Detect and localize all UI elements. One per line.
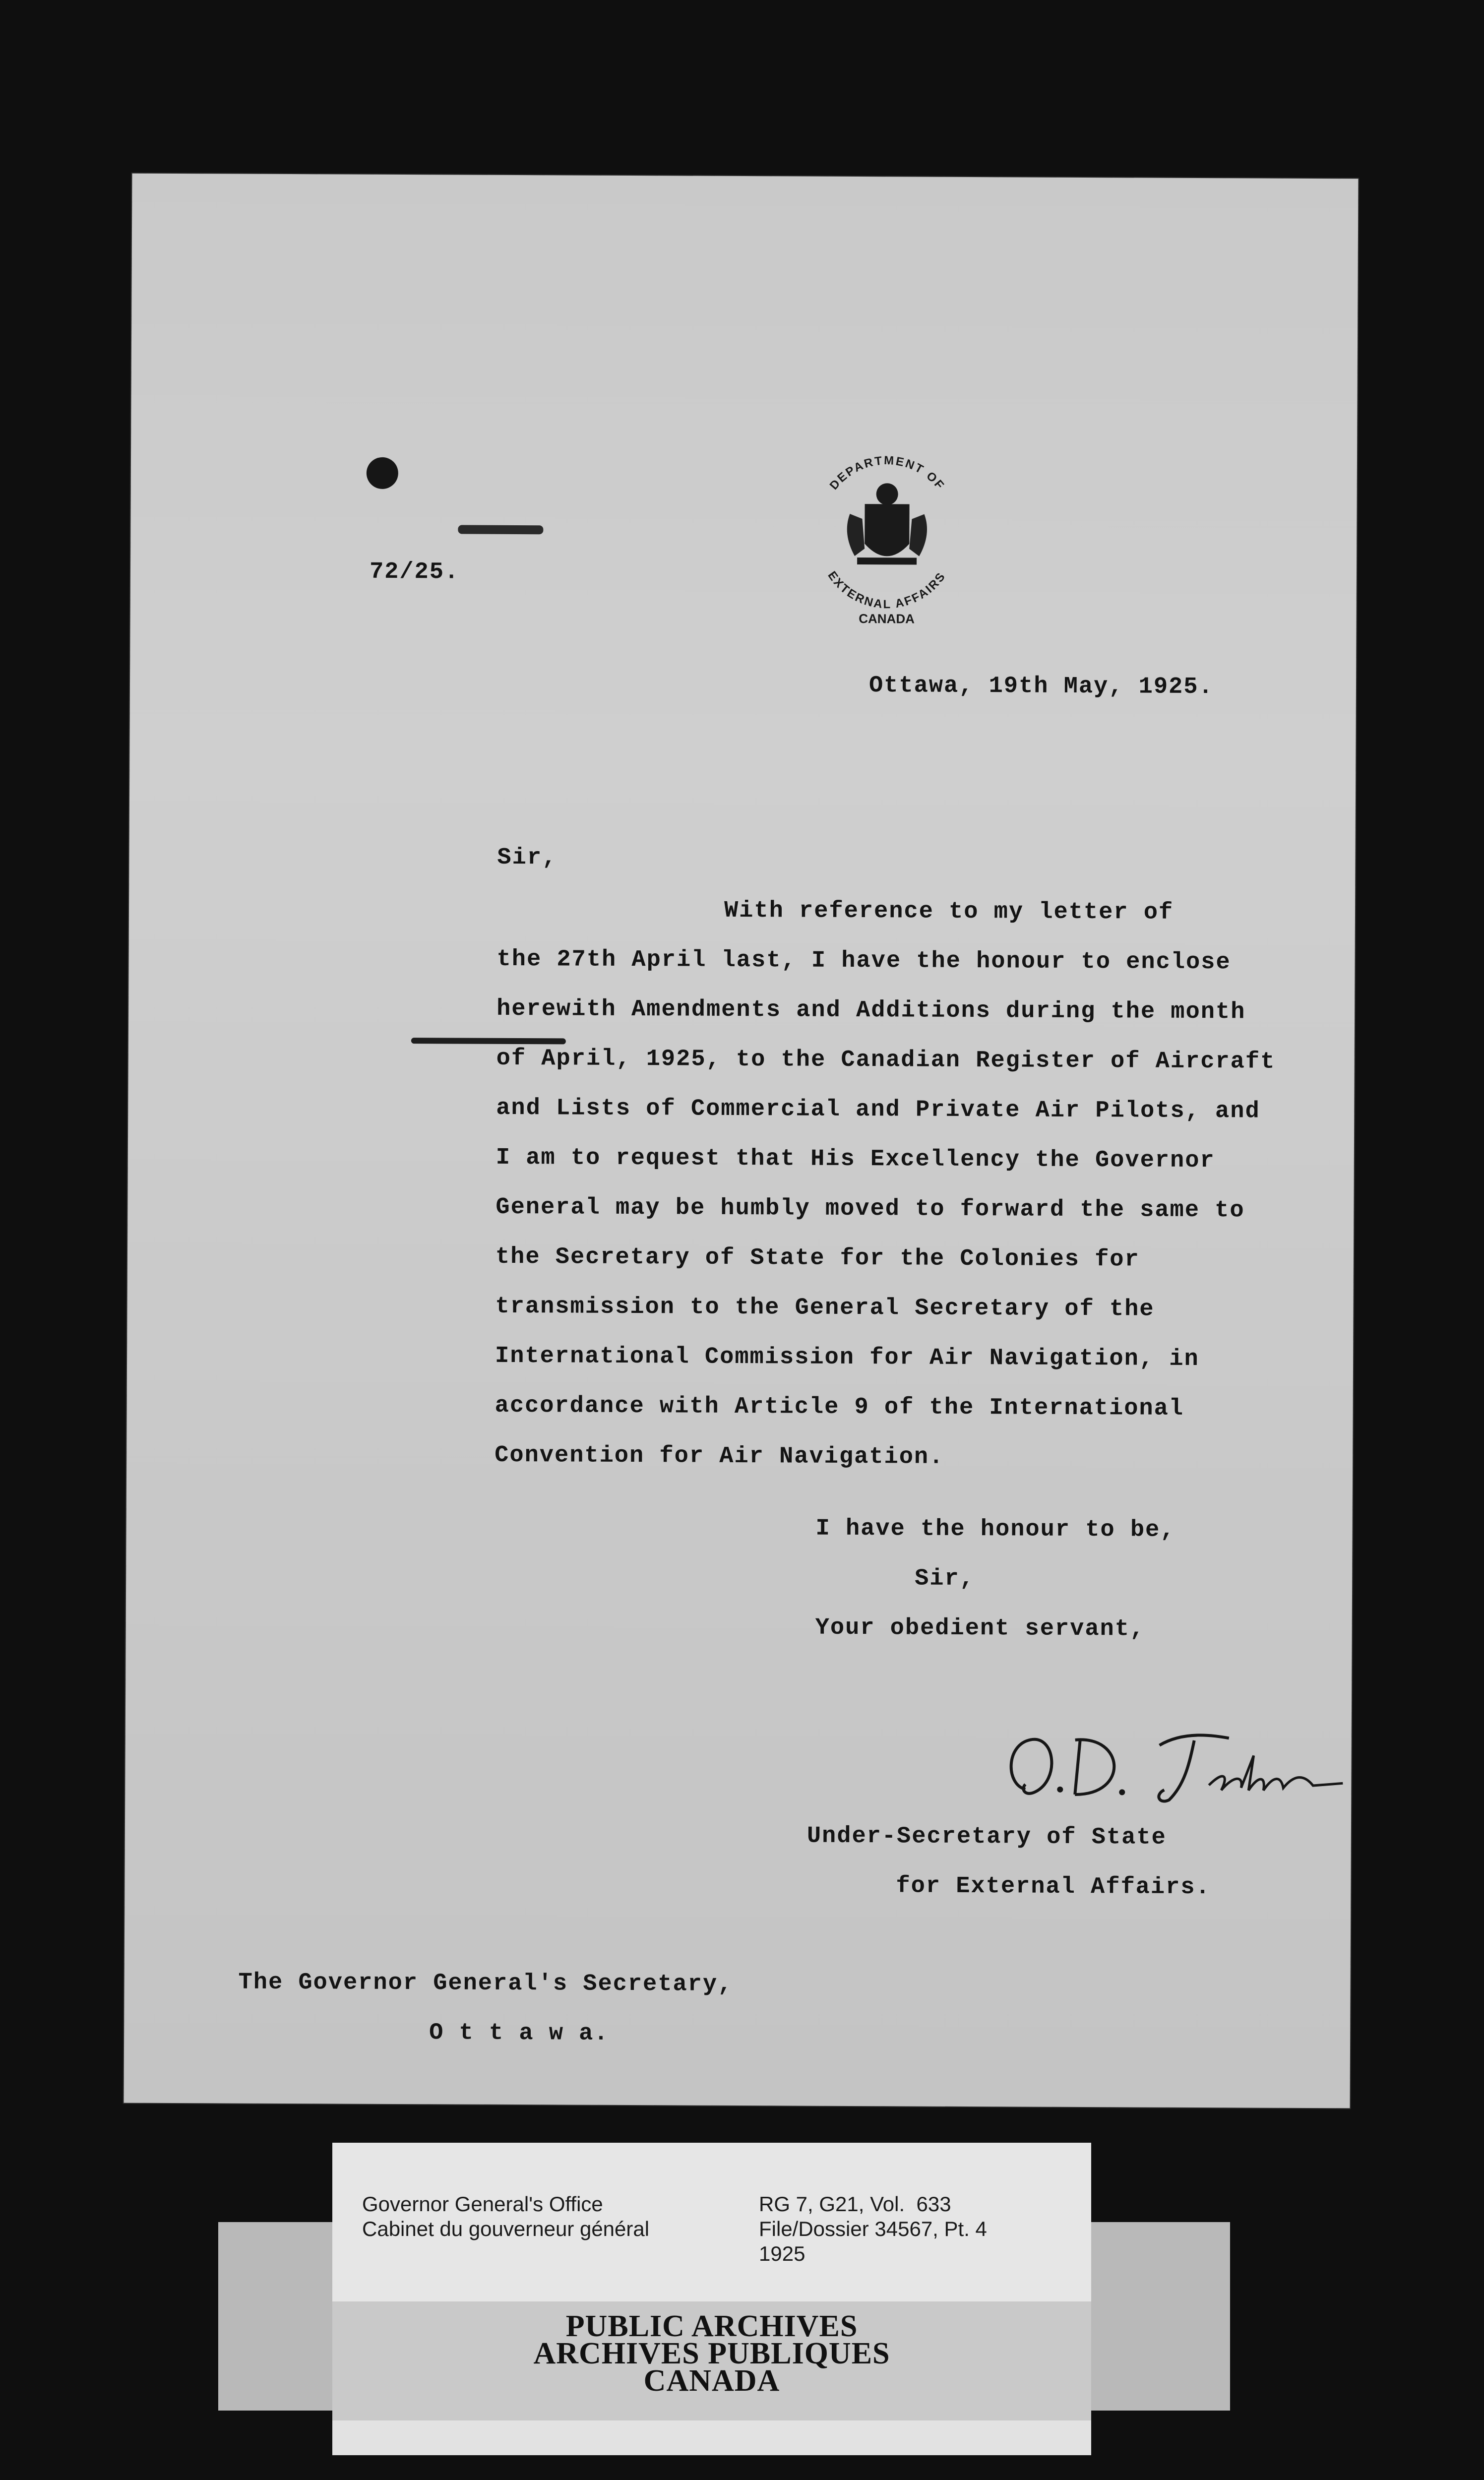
department-crest-icon (802, 444, 972, 638)
body-line: the 27th April last, I have the honour to enclose (496, 946, 1231, 976)
handwritten-signature (995, 1725, 1358, 1810)
place-and-date: Ottawa, 19th May, 1925. (868, 673, 1214, 701)
signer-title-line: Under-Secretary of State (806, 1823, 1167, 1851)
body-line: and Lists of Commercial and Private Air Pilots, and (496, 1095, 1260, 1125)
ink-mark (458, 525, 543, 534)
body-line: herewith Amendments and Additions during the month (496, 995, 1246, 1026)
body-line: Convention for Air Navigation. (495, 1442, 944, 1471)
crest-country-text: CANADA (859, 611, 915, 626)
stamp-line-canada: CANADA (643, 2364, 780, 2398)
closing-line: Your obedient servant, (815, 1614, 1145, 1643)
file-number: 72/25. (369, 558, 460, 586)
body-line: International Commission for Air Navigation, in (495, 1343, 1199, 1373)
record-year: 1925 (759, 2242, 805, 2265)
crest-bottom-text: EXTERNAL AFFAIRS (825, 569, 949, 612)
record-group-reference: RG 7, G21, Vol. 633 (759, 2192, 951, 2216)
body-line: accordance with Article 9 of the International (495, 1392, 1184, 1422)
body-line: General may be humbly moved to forward the same to (495, 1194, 1245, 1224)
stamp-line-public-archives: PUBLIC ARCHIVES (565, 2309, 858, 2343)
archive-reference-label (332, 2143, 1091, 2301)
body-line: With reference to my letter of (724, 897, 1174, 926)
punch-hole (367, 457, 398, 489)
body-line: the Secretary of State for the Colonies for (495, 1243, 1140, 1273)
closing-line: I have the honour to be, (815, 1515, 1175, 1544)
body-line: of April, 1925, to the Canadian Register of Aircraft (496, 1045, 1276, 1075)
salutation: Sir, (497, 844, 557, 871)
body-line: I am to request that His Excellency the Governor (495, 1144, 1215, 1175)
letter-page (124, 174, 1359, 2108)
stamp-line-archives-publiques: ARCHIVES PUBLIQUES (533, 2337, 890, 2370)
bottom-strip (332, 2420, 1091, 2455)
svg-text:EXTERNAL AFFAIRS (825, 569, 948, 612)
addressee-line: O t t a w a. (429, 2020, 609, 2047)
crest-top-text: DEPARTMENT OF (827, 453, 947, 493)
addressee-line: The Governor General's Secretary, (238, 1969, 733, 1998)
office-name-en: Governor General's Office (362, 2192, 603, 2216)
body-line: transmission to the General Secretary of the (495, 1293, 1155, 1323)
margin-mark (411, 1038, 566, 1044)
file-dossier-reference: File/Dossier 34567, Pt. 4 (759, 2217, 987, 2240)
closing-line: Sir, (915, 1565, 975, 1593)
signer-title-line: for External Affairs. (896, 1873, 1211, 1901)
office-name-fr: Cabinet du gouverneur général (362, 2217, 650, 2240)
